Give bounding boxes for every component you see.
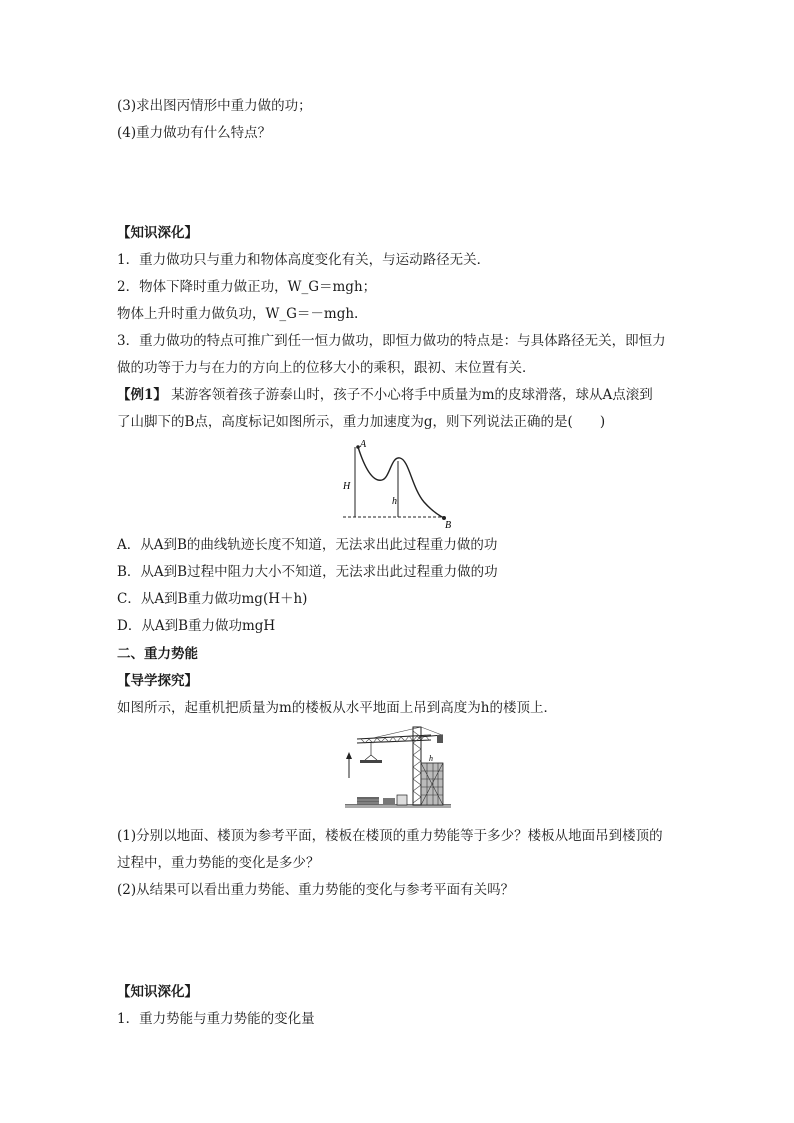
building-label-h: h [429,754,433,763]
option-b: B．从A到B过程中阻力大小不知道，无法求出此过程重力做的功 [117,564,498,580]
lift-arrow-head [346,752,352,759]
knowledge-point-1: 1．重力做功只与重力和物体高度变化有关，与运动路径无关． [117,252,491,268]
guide-question-2: (2)从结果可以看出重力势能、重力势能的变化与参考平面有关吗？ [117,882,515,898]
option-c: C．从A到B重力做功mg(H＋h) [117,591,308,607]
crane-peak-cable-2 [421,727,442,735]
knowledge-deepening-heading-2: 【知识深化】 [117,984,198,1000]
crane-figure [343,723,453,811]
label-B: B [445,520,452,530]
guide-paragraph: 如图所示，起重机把质量为m的楼板从水平地面上吊到高度为h的楼顶上． [117,700,557,716]
example-1-line-a [117,386,677,404]
small-shed [397,795,407,805]
example-1-text-a: 某游客领着孩子游泰山时，孩子不小心将手中质量为m的皮球滑落，球从A点滚到 [171,387,653,403]
label-A: A [360,439,367,450]
example-1-tag: 【例1】 [117,387,167,403]
question-3: (3)求出图丙情形中重力做的功； [117,98,312,114]
knowledge-point-3a: 3．重力做功的特点可推广到任一恒力做功，即恒力做功的特点是：与具体路径无关，即恒力 [117,333,666,349]
knowledge-point-3b: 做的功等于力与在力的方向上的位移大小的乘积，跟初、末位置有关． [117,360,536,376]
floor-slab [360,760,382,763]
stacked-slabs-2 [383,798,395,805]
knowledge-point-2: 2．物体下降时重力做正功，W_G＝mgh； [117,279,377,295]
crane-counterweight [437,735,443,743]
guide-question-1a: (1)分别以地面、楼顶为参考平面，楼板在楼顶的重力势能等于多少？楼板从地面吊到楼顶的 [117,828,663,844]
ground-hatch [345,805,451,808]
label-h: h [392,496,397,507]
knowledge-2-point-1: 1．重力势能与重力势能的变化量 [117,1011,315,1027]
knowledge-deepening-heading: 【知识深化】 [117,225,198,241]
example-1-line-b: 了山脚下的B点，高度标记如图所示，重力加速度为g，则下列说法正确的是( ) [117,414,606,430]
knowledge-point-2b: 物体上升时重力做负功，W_G＝－mgh. [117,306,359,322]
hill-figure [338,438,458,530]
guide-explore-heading: 【导学探究】 [117,673,198,689]
question-4: (4)重力做功有什么特点？ [117,125,272,141]
stacked-slabs-1 [357,797,379,805]
crane-jib-bottom [357,740,431,743]
crane-hook [365,755,377,760]
hill-figure-curve [358,447,444,518]
label-H: H [343,481,351,492]
guide-question-1b: 过程中，重力势能的变化是多少？ [117,855,320,871]
section-2-heading: 二、重力势能 [117,646,198,662]
crane-tower-lattice [413,731,421,803]
option-d: D．从A到B重力做功mgH [117,618,276,634]
option-a: A．从A到B的曲线轨迹长度不知道，无法求出此过程重力做的功 [117,537,498,553]
